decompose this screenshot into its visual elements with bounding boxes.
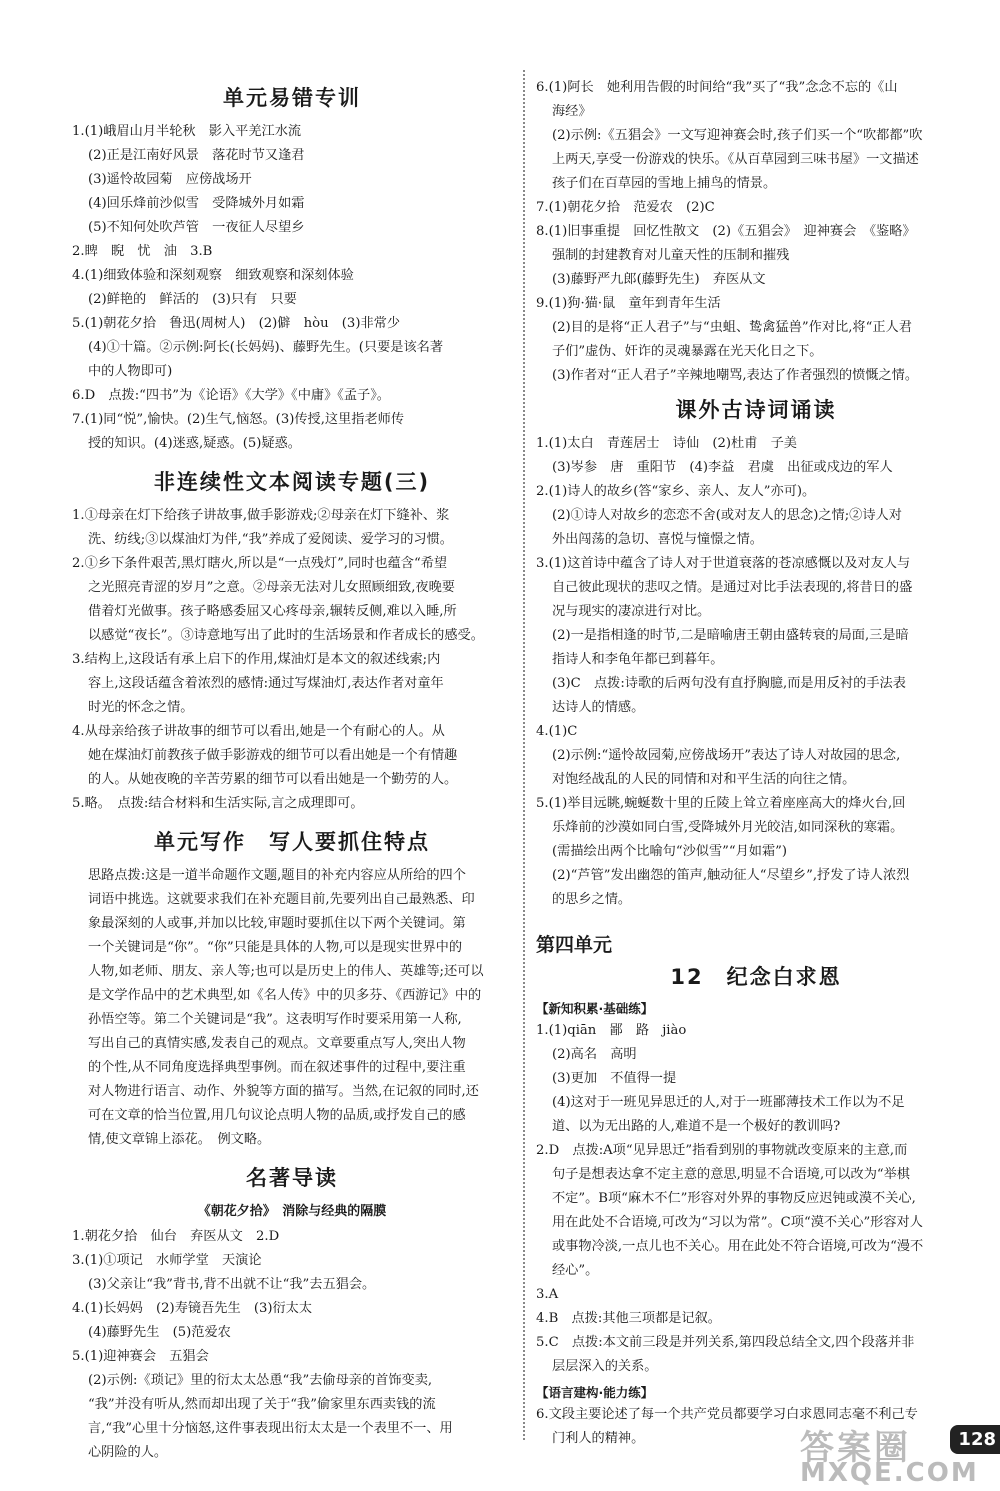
text-line: 中的人物即可): [88, 364, 173, 379]
section-body: [72, 120, 512, 456]
text-line: 孩子们在百草园的雪地上捕鸟的情景。: [552, 176, 777, 191]
text-line: 5.(1)迎神赛会 五猖会: [72, 1349, 209, 1364]
section-title: 单元写作 写人要抓住特点: [154, 830, 430, 854]
text-line: 容上,这段话蕴含着浓烈的感情:通过写煤油灯,表达作者对童年: [88, 676, 444, 691]
section-subtitle: 《朝花夕拾》 消除与经典的隔膜: [197, 1204, 387, 1219]
text-line: 人物,如老师、朋友、亲人等;也可以是历史上的伟人、英雄等;还可以: [88, 964, 484, 979]
text-line: 象最深刻的人或事,并加以比较,审题时要抓住以下两个关键词。第: [88, 916, 466, 931]
text-line: 3.结构上,这段话有承上启下的作用,煤油灯是本文的叙述线索;内: [72, 652, 441, 667]
text-line: 经心”。: [552, 1263, 599, 1278]
text-line: 3.(1)这首诗中蕴含了诗人对于世道衰落的苍凉感慨以及对友人与: [536, 556, 911, 571]
text-line: (5)不知何处吹芦管 一夜征人尽望乡: [88, 220, 305, 235]
text-line: 以感觉“夜长”。③诗意地写出了此时的生活场景和作者成长的感受。: [88, 628, 484, 643]
text-line: 道、以为无出路的人,难道不是一个极好的教训吗?: [552, 1119, 841, 1134]
watermark-logo: 答案圈: [800, 1428, 911, 1468]
text-line: “我”并没有听从,然而却出现了关于“我”偷家里东西卖钱的流: [88, 1397, 436, 1412]
watermark-url: MXQE.COM: [800, 1458, 979, 1488]
text-line: 她在煤油灯前教孩子做手影游戏的细节可以看出她是一个有情趣: [88, 748, 458, 763]
text-line: 9.(1)狗·猫·鼠 童年到青年生活: [536, 296, 721, 311]
text-line: (4)回乐烽前沙似雪 受降城外月如霜: [88, 196, 305, 211]
section-title: 名著导读: [246, 1166, 338, 1190]
text-line: (3)岑参 唐 重阳节 (4)李益 君虞 出征或戍边的军人: [552, 460, 893, 475]
section-body: [536, 1019, 976, 1379]
text-line: 4.B 点拨:其他三项都是记叙。: [536, 1311, 721, 1326]
text-line: 1.(1)峨眉山月半轮秋 影入平羌江水流: [72, 124, 302, 139]
page-number: 128: [950, 1425, 1000, 1454]
text-line: (4)这对于一班见异思迁的人,对于一班鄙薄技术工作以为不足: [552, 1095, 905, 1110]
left-column: [72, 76, 512, 1465]
text-line: (需描绘出两个比喻句“沙似雪”“月如霜”): [552, 844, 788, 859]
text-line: 指诗人和李龟年都已到暮年。: [552, 652, 724, 667]
text-line: 的个性,从不同角度选择典型事例。而在叙述事件的过程中,要注重: [88, 1060, 466, 1075]
text-line: 对人物进行语言、动作、外貌等方面的描写。当然,在记叙的同时,还: [88, 1084, 479, 1099]
section-body: [72, 864, 512, 1152]
text-line: 1.朝花夕拾 仙台 弃医从文 2.D: [72, 1229, 280, 1244]
text-line: 子们”虚伪、奸诈的灵魂暴露在光天化日之下。: [552, 344, 823, 359]
text-line: 1.(1)太白 青莲居士 诗仙 (2)杜甫 子美: [536, 436, 797, 451]
text-line: 4.(1)长妈妈 (2)寿镜吾先生 (3)衍太太: [72, 1301, 313, 1316]
text-line: 可在文章的恰当位置,用几句议论点明人物的品质,或抒发自己的感: [88, 1108, 466, 1123]
text-line: 4.从母亲给孩子讲故事的细节可以看出,她是一个有耐心的人。从: [72, 724, 445, 739]
text-line: 外出闯荡的急切、喜悦与憧憬之情。: [552, 532, 763, 547]
text-line: 不定”。B项“麻木不仁”形容对外界的事物反应迟钝或漠不关心,: [552, 1191, 916, 1206]
text-line: (4)藤野先生 (5)范爱农: [88, 1325, 231, 1340]
text-line: 2.①乡下条件艰苦,黑灯瞎火,所以是“一点残灯”,同时也蕴含“希望: [72, 556, 448, 571]
text-line: 之光照亮青涩的岁月”之意。②母亲无法对儿女照顾细致,夜晚要: [88, 580, 455, 595]
text-line: 的人。从她夜晚的辛苦劳累的细节可以看出她是一个勤劳的人。: [88, 772, 458, 787]
text-line: 层层深入的关系。: [552, 1359, 658, 1374]
practice-tag: 【语言建构·能力练】: [536, 1385, 654, 1400]
text-line: 句子是想表达拿不定主意的意思,明显不合语境,可以改为“举棋: [552, 1167, 910, 1182]
text-line: 8.(1)旧事重提 回忆性散文 (2)《五猖会》 迎神赛会 《鉴略》: [536, 224, 916, 239]
text-line: 自己彼此现状的悲叹之情。是通过对比手法表现的,将昔日的盛: [552, 580, 913, 595]
text-line: 情,使文章锦上添花。 例文略。: [88, 1132, 271, 1147]
text-line: (2)正是江南好风景 落花时节又逢君: [88, 148, 305, 163]
section-title: 单元易错专训: [223, 86, 361, 110]
text-line: 5.(1)举目远眺,蜿蜒数十里的丘陵上耸立着座座高大的烽火台,回: [536, 796, 906, 811]
text-line: 1.(1)qiān 鄙 路 jiào: [536, 1023, 687, 1038]
text-line: 或事物冷淡,一点儿也不关心。用在此处不符合语境,可改为“漫不: [552, 1239, 924, 1254]
text-line: (3)藤野严九郎(藤野先生) 弃医从文: [552, 272, 766, 287]
text-line: 用在此处不合语境,可改为“习以为常”。C项“漠不关心”形容对人: [552, 1215, 923, 1230]
practice-tag: 【新知积累·基础练】: [536, 1001, 654, 1016]
text-line: 6.文段主要论述了每一个共产党员都要学习白求恩同志毫不利己专: [536, 1407, 918, 1422]
text-line: (2)①诗人对故乡的恋恋不舍(或对友人的思念)之情;②诗人对: [552, 508, 902, 523]
section-body: [536, 432, 976, 912]
text-line: (2)鲜艳的 鲜活的 (3)只有 只要: [88, 292, 297, 307]
text-line: 心阴险的人。: [88, 1445, 168, 1460]
unit-title: 第四单元: [536, 934, 613, 956]
text-line: 写出自己的真情实感,发表自己的观点。文章要重点写人,突出人物: [88, 1036, 466, 1051]
text-line: 对饱经战乱的人民的同情和对和平生活的向往之情。: [552, 772, 856, 787]
text-line: 3.A: [536, 1287, 559, 1302]
text-line: 门利人的精神。: [552, 1431, 645, 1446]
text-line: 2.(1)诗人的故乡(答“家乡、亲人、友人”亦可)。: [536, 484, 816, 499]
section-body: [536, 76, 976, 388]
section-title: 课外古诗词诵读: [675, 398, 837, 422]
text-line: 强制的封建教育对儿童天性的压制和摧残: [552, 248, 790, 263]
text-line: 2.D 点拨:A项“见异思迁”指看到别的事物就改变原来的主意,而: [536, 1143, 908, 1158]
text-line: (3)更加 不值得一提: [552, 1071, 677, 1086]
right-column: [536, 76, 976, 1451]
text-line: 上两天,享受一份游戏的快乐。《从百草园到三味书屋》一文描述: [552, 152, 919, 167]
text-line: 词语中挑选。这就要求我们在补充题目前,先要列出自己最熟悉、印: [88, 892, 475, 907]
text-line: 一个关键词是“你”。“你”只能是具体的人物,可以是现实世界中的: [88, 940, 463, 955]
text-line: (3)作者对“正人君子”辛辣地嘲骂,表达了作者强烈的愤慨之情。: [552, 368, 919, 383]
text-line: 6.D 点拨:“四书”为《论语》《大学》《中庸》《孟子》。: [72, 388, 390, 403]
text-line: 是文学作品中的艺术典型,如《名人传》中的贝多芬、《西游记》中的: [88, 988, 482, 1003]
text-line: 7.(1)朝花夕拾 范爱农 (2)C: [536, 200, 715, 215]
column-divider: [523, 70, 525, 1440]
text-line: (3)父亲让“我”背书,背不出就不让“我”去五猖会。: [88, 1277, 376, 1292]
text-line: 授的知识。(4)迷惑,疑惑。(5)疑惑。: [88, 436, 301, 451]
section-body: [72, 1225, 512, 1465]
text-line: (2)目的是将“正人君子”与“虫蛆、鸷禽猛兽”作对比,将“正人君: [552, 320, 912, 335]
text-line: (3)遥怜故园菊 应傍战场开: [88, 172, 252, 187]
text-line: 达诗人的情感。: [552, 700, 645, 715]
text-line: 6.(1)阿长 她利用告假的时间给“我”买了“我”念念不忘的《山: [536, 80, 898, 95]
text-line: 借着灯光做事。孩子略感委屈又心疼母亲,辗转反侧,难以入睡,所: [88, 604, 457, 619]
text-line: 的思乡之情。: [552, 892, 632, 907]
text-line: 3.(1)①项记 水师学堂 天演论: [72, 1253, 262, 1268]
section-title: 非连续性文本阅读专题(三): [153, 470, 431, 494]
text-line: (2)示例:《五猖会》一文写迎神赛会时,孩子们买一个“吹都都”吹: [552, 128, 923, 143]
text-line: 乐烽前的沙漠如同白雪,受降城外月光皎洁,如同深秋的寒霜。: [552, 820, 904, 835]
text-line: 海经》: [552, 104, 592, 119]
text-line: 1.①母亲在灯下给孩子讲故事,做手影游戏;②母亲在灯下缝补、浆: [72, 508, 450, 523]
text-line: 况与现实的凄凉进行对比。: [552, 604, 711, 619]
text-line: 2.睥 睨 忧 油 3.B: [72, 244, 213, 259]
text-line: 言,“我”心里十分恼怒,这件事表现出衍太太是一个表里不一、用: [88, 1421, 453, 1436]
text-line: 思路点拨:这是一道半命题作文题,题目的补充内容应从所给的四个: [88, 868, 466, 883]
lesson-title: 12 纪念白求恩: [670, 965, 842, 989]
text-line: 4.(1)C: [536, 724, 578, 739]
text-line: (2)示例:“遥怜故园菊,应傍战场开”表达了诗人对故园的思念,: [552, 748, 901, 763]
text-line: 5.C 点拨:本文前三段是并列关系,第四段总结全文,四个段落并非: [536, 1335, 915, 1350]
text-line: 时光的怀念之情。: [88, 700, 194, 715]
text-line: 洗、纺线;③以煤油灯为伴,“我”养成了爱阅读、爱学习的习惯。: [88, 532, 453, 547]
text-line: 孙悟空等。第二个关键词是“我”。这表明写作时要采用第一人称,: [88, 1012, 462, 1027]
text-line: (3)C 点拨:诗歌的后两句没有直抒胸臆,而是用反衬的手法表: [552, 676, 906, 691]
text-line: (2)示例:《琐记》里的衍太太怂恿“我”去偷母亲的首饰变卖,: [88, 1373, 433, 1388]
text-line: (4)①十篇。②示例:阿长(长妈妈)、藤野先生。(只要是该名著: [88, 340, 444, 355]
text-line: 4.(1)细致体验和深刻观察 细致观察和深刻体验: [72, 268, 354, 283]
text-line: (2)一是指相逢的时节,二是暗喻唐王朝由盛转衰的局面,三是暗: [552, 628, 909, 643]
text-line: (2)“芦管”发出幽怨的笛声,触动征人“尽望乡”,抒发了诗人浓烈: [552, 868, 910, 883]
text-line: 7.(1)同“悦”,愉快。(2)生气,恼怒。(3)传授,这里指老师传: [72, 412, 405, 427]
text-line: (2)高名 高明: [552, 1047, 637, 1062]
text-line: 5.(1)朝花夕拾 鲁迅(周树人) (2)僻 hòu (3)非常少: [72, 316, 401, 331]
text-line: 5.略。 点拨:结合材料和生活实际,言之成理即可。: [72, 796, 364, 811]
section-body: [72, 504, 512, 816]
